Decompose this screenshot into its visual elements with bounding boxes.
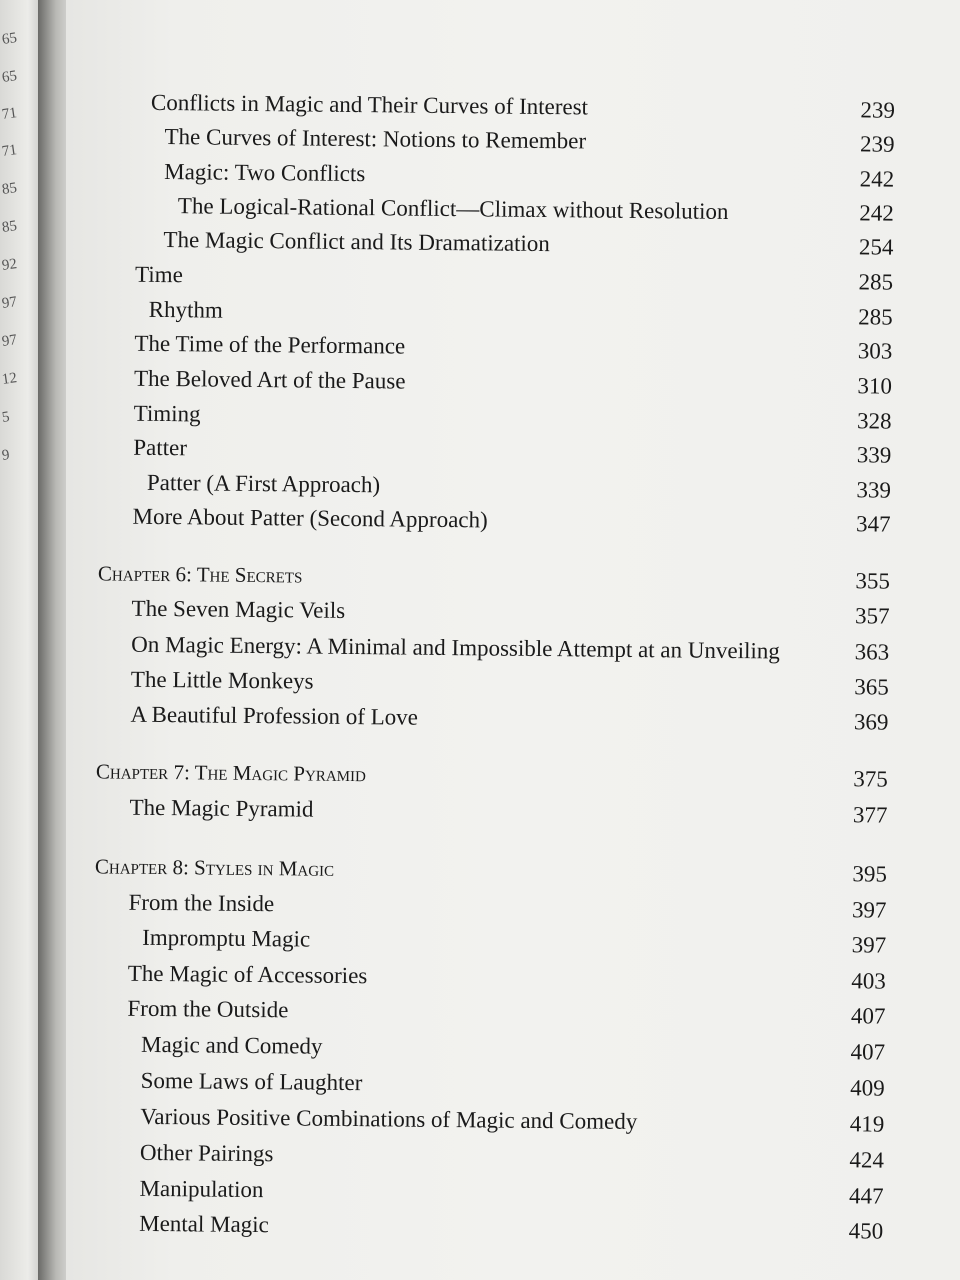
- toc-page-number: 355: [855, 568, 891, 594]
- toc-entry-title: Chapter 7: The Magic Pyramid: [95, 759, 367, 787]
- toc-entry-title: Some Laws of Laughter: [140, 1067, 363, 1096]
- facing-page-number: 97: [0, 294, 19, 313]
- toc-entry-title: From the Outside: [127, 995, 289, 1023]
- facing-page-number: 71: [0, 105, 19, 124]
- facing-page-number: 65: [0, 68, 19, 87]
- toc-page-number: 407: [850, 1039, 886, 1065]
- toc-entry: [66, 886, 887, 927]
- facing-page-number: 92: [0, 256, 19, 275]
- toc-page-number: 339: [856, 477, 892, 503]
- toc-entry-title: Magic: Two Conflicts: [164, 159, 366, 187]
- toc-page-number: 375: [853, 766, 889, 792]
- toc-entry-title: Patter (A First Approach): [146, 469, 381, 498]
- toc-entry: [66, 1136, 884, 1177]
- toc-entry: [66, 431, 891, 472]
- toc-entry-title: On Magic Energy: A Minimal and Impossible Attempt at an Unveiling: [131, 631, 780, 664]
- toc-page-number: 285: [858, 269, 894, 295]
- toc-chapter-heading: [66, 850, 887, 891]
- toc-entry: [66, 592, 890, 633]
- toc-entry-title: Various Positive Combinations of Magic and Comedy: [140, 1103, 638, 1135]
- toc-entry-title: The Beloved Art of the Pause: [133, 365, 406, 394]
- toc-page-number: 369: [853, 709, 889, 735]
- toc-entry: [66, 698, 889, 739]
- toc-page-number: 377: [852, 802, 888, 828]
- toc-entry-title: Patter: [133, 434, 188, 461]
- toc-entry-title: Time: [135, 261, 183, 288]
- toc-entry: [66, 500, 891, 541]
- toc-page-number: 409: [850, 1075, 885, 1101]
- toc-entry-title: Rhythm: [148, 296, 224, 323]
- toc-page-number: 347: [855, 511, 891, 537]
- toc-page-number: 447: [848, 1183, 884, 1209]
- toc-entry: [66, 258, 893, 299]
- toc-page-number: 310: [857, 373, 893, 399]
- facing-page-number: 97: [0, 332, 19, 351]
- toc-entry-title: The Seven Magic Veils: [131, 595, 346, 623]
- table-of-contents: [66, 0, 960, 1280]
- toc-entry: [66, 223, 894, 264]
- toc-entry-title: The Little Monkeys: [130, 666, 314, 694]
- toc-entry-title: The Magic Conflict and Its Dramatization: [163, 227, 551, 257]
- toc-entry-title: The Curves of Interest: Notions to Remember: [164, 124, 587, 154]
- toc-entry: [66, 1100, 884, 1141]
- facing-page-edge: [0, 0, 40, 1280]
- facing-page-number: 12: [0, 370, 19, 389]
- toc-entry-title: The Magic Pyramid: [129, 794, 314, 822]
- toc-page-number: 403: [851, 968, 886, 994]
- toc-chapter-heading: [66, 557, 890, 598]
- toc-page-number: 365: [854, 674, 889, 700]
- toc-entry-title: Other Pairings: [139, 1139, 274, 1167]
- facing-page-number: 85: [0, 180, 19, 199]
- toc-page-number: 303: [857, 338, 893, 364]
- toc-page-number: 419: [849, 1111, 885, 1137]
- toc-entry-title: The Logical-Rational Conflict—Climax without Resolution: [177, 193, 729, 224]
- toc-entry-title: Magic and Comedy: [140, 1031, 323, 1059]
- toc-entry-title: A Beautiful Profession of Love: [130, 701, 419, 730]
- toc-page-number: 407: [850, 1003, 886, 1029]
- toc-entry-title: Timing: [133, 400, 201, 427]
- toc-page-number: 424: [849, 1147, 885, 1173]
- toc-entry-title: More About Patter (Second Approach): [132, 503, 488, 533]
- toc-chapter-heading: [66, 755, 888, 796]
- facing-page-number: 85: [0, 218, 19, 237]
- facing-page-number: 65: [0, 30, 19, 49]
- toc-page-number: 397: [851, 897, 887, 923]
- toc-entry: [66, 992, 886, 1033]
- toc-entry: [66, 791, 888, 832]
- toc-page-number: 395: [852, 861, 888, 887]
- facing-page-number: 5: [0, 409, 11, 427]
- toc-page-number: 254: [858, 234, 894, 260]
- facing-page-number: 9: [0, 447, 11, 465]
- toc-entry-title: The Magic of Accessories: [127, 960, 368, 989]
- book-page: [66, 0, 960, 1280]
- toc-page-number: 239: [859, 131, 895, 157]
- toc-entry-title: Conflicts in Magic and Their Curves of Interest: [150, 89, 589, 120]
- toc-page-number: 242: [859, 166, 895, 192]
- toc-page-number: 285: [858, 304, 893, 330]
- toc-page-number: 450: [848, 1218, 884, 1244]
- toc-entry: [66, 1064, 885, 1105]
- toc-entry: [66, 957, 886, 998]
- toc-entry: [66, 1207, 883, 1248]
- toc-entry: [66, 921, 886, 962]
- toc-entry-title: The Time of the Performance: [134, 330, 406, 359]
- toc-entry-title: Manipulation: [139, 1175, 264, 1203]
- toc-entry-title: Mental Magic: [139, 1210, 269, 1238]
- toc-page-number: 242: [859, 200, 894, 226]
- toc-entry-title: Chapter 6: The Secrets: [97, 561, 303, 588]
- toc-entry: [66, 362, 892, 403]
- toc-entry-title: From the Inside: [128, 889, 275, 917]
- toc-entry-title: Chapter 8: Styles in Magic: [94, 854, 335, 881]
- toc-page-number: 397: [851, 932, 887, 958]
- toc-entry: [66, 120, 895, 161]
- toc-entry-title: Impromptu Magic: [142, 924, 311, 952]
- toc-entry: [66, 663, 889, 704]
- toc-page-number: 357: [854, 603, 890, 629]
- toc-entry: [66, 327, 893, 368]
- toc-page-number: 239: [860, 97, 896, 123]
- toc-entry: [66, 1172, 884, 1213]
- toc-entry: [66, 1028, 885, 1069]
- facing-page-number: 71: [0, 142, 19, 161]
- toc-page-number: 363: [854, 639, 890, 665]
- toc-entry: [66, 628, 889, 669]
- toc-page-number: 328: [857, 408, 892, 434]
- toc-page-number: 339: [856, 442, 892, 468]
